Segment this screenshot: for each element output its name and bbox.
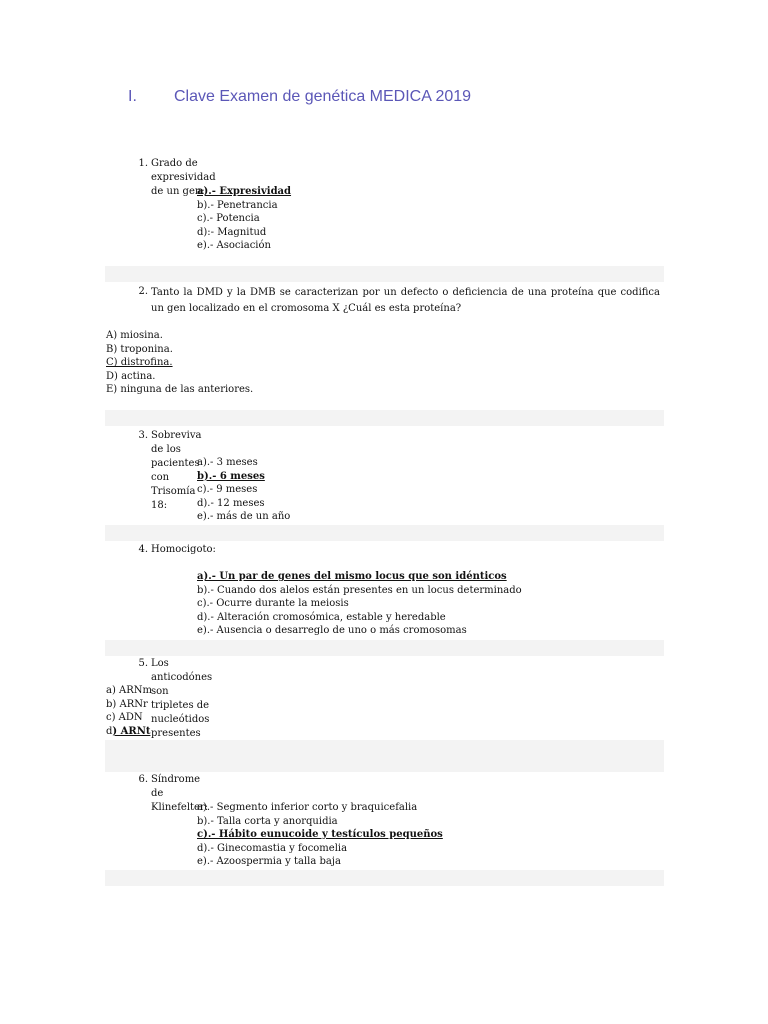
question-text: Síndrome de Klinefelter:	[151, 774, 209, 813]
option: E) ninguna de las anteriores.	[106, 384, 254, 396]
question-number: 5.	[138, 658, 148, 669]
question-2-options	[106, 329, 253, 397]
separator-band	[105, 266, 664, 282]
option: d).- Alteración cromosómica, estable y heredable	[197, 611, 446, 623]
question-number: 6.	[138, 774, 148, 785]
question-5-options	[106, 684, 152, 738]
option: e).- Azoospermia y talla baja	[197, 856, 341, 868]
option-correct: c).- Hábito eunucoide y testículos pequeños	[197, 829, 443, 841]
option: e).- Asociación	[197, 240, 271, 252]
option-correct: C) distrofina.	[106, 357, 173, 369]
option: c).- 9 meses	[197, 484, 258, 496]
option: c).- Potencia	[197, 213, 260, 225]
separator-band	[105, 740, 664, 772]
option: d).- Ginecomastia y focomelia	[197, 842, 348, 854]
question-text: Grado de expresividad de un gen:	[151, 158, 216, 197]
question-number: 1.	[138, 158, 148, 169]
option-correct	[106, 725, 152, 739]
option-correct: a).- Un par de genes del mismo locus que son idénticos	[197, 571, 507, 582]
option: d):- Magnitud	[197, 226, 267, 238]
question-text: Los anticodónes son tripletes de nucleótidos presentes	[151, 658, 213, 739]
question-number: 2.	[138, 286, 148, 297]
question-1-options	[197, 185, 291, 253]
question-text: Homocigoto:	[151, 544, 216, 555]
option: e).- Ausencia o desarreglo de uno o más cromosomas	[197, 625, 467, 637]
option-prefix: d	[106, 725, 113, 737]
question-number: 3.	[138, 430, 148, 441]
option-correct: a).- Expresividad	[197, 186, 292, 197]
separator-band	[105, 410, 664, 426]
option: c).- Ocurre durante la meiosis	[197, 598, 349, 610]
question-6-options	[197, 801, 443, 869]
question-number: 4.	[138, 544, 148, 555]
option-correct: b).- 6 meses	[197, 470, 265, 482]
question-text: Tanto la DMD y la DMB se caracterizan por un defecto o deficiencia de una proteína que codifica un gen localizado en el cromosoma X ¿Cuál es esta proteína?	[151, 287, 660, 314]
separator-band	[105, 640, 664, 656]
option: B) troponina.	[106, 343, 173, 355]
option: c) ADN	[106, 712, 143, 724]
option: a) ARNm	[106, 685, 153, 696]
option: a).- 3 meses	[197, 457, 258, 468]
option: A) miosina.	[106, 330, 163, 341]
option-correct-label: ) ARNt	[112, 725, 151, 737]
option: b).- Cuando dos alelos están presentes en un locus determinado	[197, 584, 522, 596]
document-title: Clave Examen de genética MEDICA 2019	[174, 88, 472, 105]
option: b).- Penetrancia	[197, 199, 278, 211]
question-text: Sobreviva de los pacientes con Trisomía 18:	[151, 430, 202, 511]
question-3-options	[197, 456, 290, 524]
question-4-options	[197, 570, 522, 638]
option: e).- más de un año	[197, 511, 291, 523]
option: a).- Segmento inferior corto y braquicefalia	[197, 802, 418, 813]
section-number: I.	[128, 88, 137, 105]
separator-band	[105, 870, 664, 886]
separator-band	[105, 525, 664, 541]
option: b).- Talla corta y anorquidia	[197, 815, 338, 827]
option: d).- 12 meses	[197, 497, 265, 509]
option: D) actina.	[106, 370, 156, 382]
option: b) ARNr	[106, 698, 148, 710]
